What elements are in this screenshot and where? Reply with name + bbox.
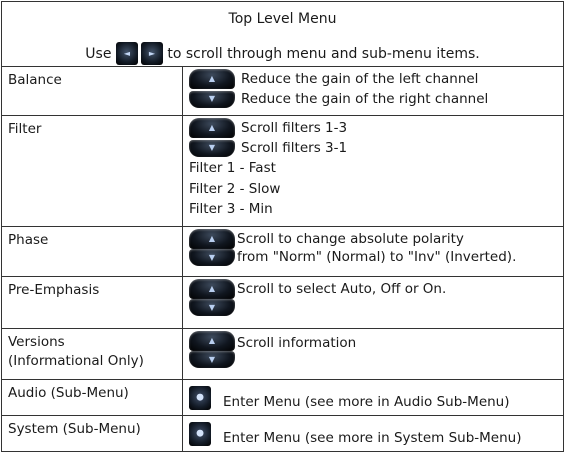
header-row (2, 2, 564, 67)
row-label-balance: Balance (8, 72, 62, 88)
enter-button-icon: ● (189, 422, 211, 446)
system-text: Enter Menu (see more in System Sub-Menu) (223, 430, 522, 446)
table-row-filter (2, 116, 564, 227)
desc-cell (183, 227, 564, 277)
desc-cell (183, 277, 564, 329)
label-cell (2, 67, 183, 116)
enter-button-icon: ● (189, 386, 211, 410)
label-cell (2, 416, 183, 452)
row-label-pre-emphasis: Pre-Emphasis (8, 282, 100, 298)
table-row-pre-emphasis (2, 277, 564, 329)
desc-cell (183, 116, 564, 227)
label-cell (2, 329, 183, 380)
menu-table (1, 1, 564, 452)
table-row-system (2, 416, 564, 452)
filter-option-2: Filter 2 - Slow (189, 180, 281, 197)
phase-text-line-1: Scroll to change absolute polarity (237, 231, 464, 247)
balance-up-text: Reduce the gain of the left channel (241, 71, 479, 87)
versions-text: Scroll information (237, 335, 357, 351)
table-row-versions (2, 329, 564, 380)
phase-text-line-2: from "Norm" (Normal) to "Inv" (Inverted). (237, 249, 517, 265)
use-prefix: Use (85, 45, 112, 62)
table-row-audio (2, 380, 564, 416)
up-button-icon: ▲ (189, 279, 235, 299)
filter-up-text: Scroll filters 1-3 (241, 120, 348, 136)
row-label-phase: Phase (8, 232, 49, 248)
row-label-filter: Filter (8, 121, 42, 137)
desc-cell (183, 67, 564, 116)
down-button-icon: ▼ (189, 91, 235, 108)
label-cell (2, 116, 183, 227)
row-label-system: System (Sub-Menu) (8, 421, 141, 437)
label-cell (2, 380, 183, 416)
filter-option-1: Filter 1 - Fast (189, 160, 276, 176)
filter-option-3: Filter 3 - Min (189, 201, 273, 217)
up-button-icon: ▲ (189, 118, 235, 138)
header-instructions (2, 42, 563, 65)
label-cell (2, 227, 183, 277)
down-button-icon: ▼ (189, 140, 235, 157)
left-button-icon: ◄ (116, 42, 138, 65)
down-button-icon: ▼ (189, 351, 235, 368)
balance-down-text: Reduce the gain of the right channel (241, 91, 489, 107)
down-button-icon: ▼ (189, 249, 235, 266)
audio-text: Enter Menu (see more in Audio Sub-Menu) (223, 394, 510, 410)
desc-cell (183, 416, 564, 452)
filter-down-text: Scroll filters 3-1 (241, 140, 348, 156)
use-suffix: to scroll through menu and sub-menu items. (167, 45, 480, 62)
up-button-icon: ▲ (189, 69, 235, 89)
down-button-icon: ▼ (189, 299, 235, 316)
label-cell (2, 277, 183, 329)
header-cell (2, 2, 564, 67)
table-row-phase (2, 227, 564, 277)
desc-cell (183, 329, 564, 380)
pre-emphasis-text: Scroll to select Auto, Off or On. (237, 281, 447, 297)
up-button-icon: ▲ (189, 331, 235, 351)
right-button-icon: ► (141, 42, 163, 65)
row-label-versions: Versions (8, 334, 65, 350)
page-title: Top Level Menu (228, 11, 337, 27)
table-row-balance (2, 67, 564, 116)
desc-cell (183, 380, 564, 416)
up-button-icon: ▲ (189, 229, 235, 249)
row-label-versions-note: (Informational Only) (8, 353, 144, 369)
row-label-audio: Audio (Sub-Menu) (8, 385, 129, 401)
